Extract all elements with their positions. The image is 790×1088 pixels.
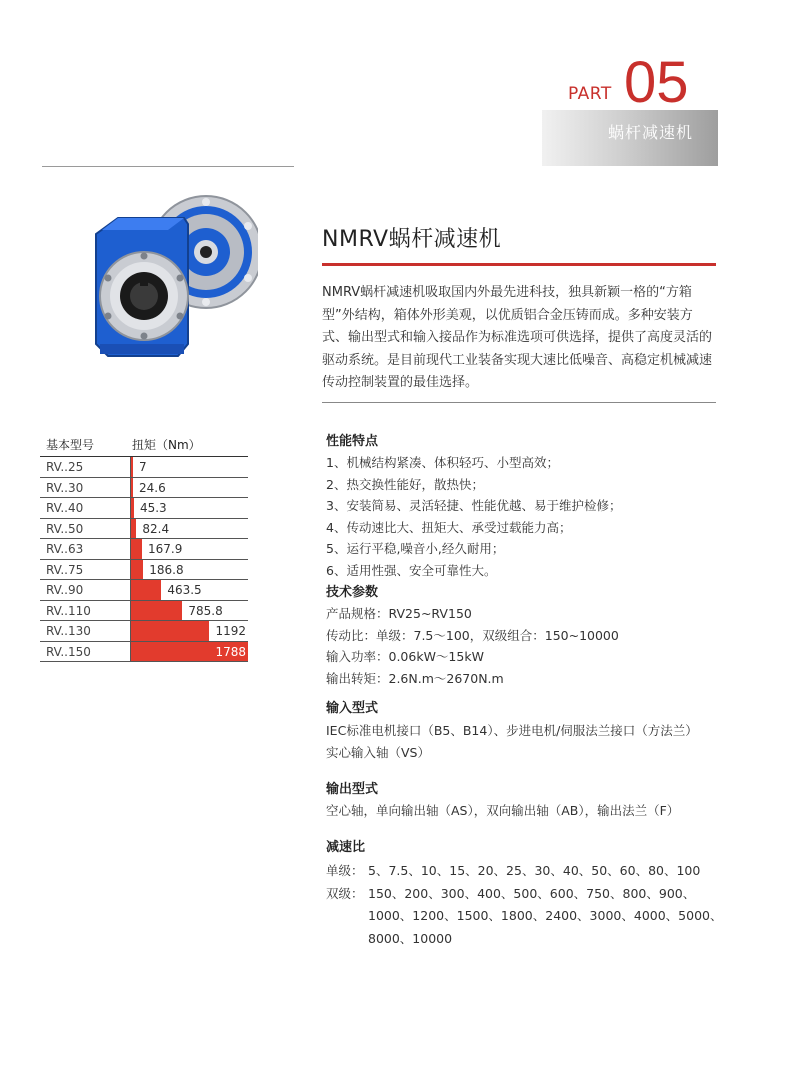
torque-row-model: RV..90 [46,583,84,597]
torque-table-header [40,434,248,457]
tech-param-item: 输入功率：0.06kW～15kW [326,649,484,664]
torque-row [40,621,248,642]
ratio-single-label: 单级： [326,863,364,878]
ratio-single [326,860,726,883]
torque-bar [131,519,136,539]
part-number: 05 [624,50,689,115]
torque-row-value: 45.3 [139,501,167,515]
header-torque: 扭矩（Nm） [132,438,201,452]
feature-item: 5、运行平稳,噪音小,经久耐用； [326,541,505,556]
torque-row-model: RV..30 [46,480,84,495]
feature-item: 1、机械结构紧凑、体积轻巧、小型高效； [326,455,559,470]
torque-bar [131,560,143,580]
torque-row [40,457,248,478]
ratio-single-values: 5、7.5、10、15、20、25、30、40、50、60、80、100 [368,863,701,878]
product-image [88,194,258,366]
output-type-item: 空心轴，单向输出轴（AS），双向输出轴（AB），输出法兰（F） [326,803,680,818]
torque-row-value: 186.8 [149,562,184,577]
page-title: NMRV蜗杆减速机 [322,227,502,252]
header-model: 基本型号 [46,438,95,452]
torque-bar [131,539,142,559]
torque-bar [131,621,209,641]
part-header [542,48,718,168]
torque-bar [131,498,134,518]
torque-row-value: 82.4 [142,521,170,536]
torque-row [40,601,248,622]
torque-bar [131,478,133,498]
features-heading: 性能特点 [326,434,379,449]
section-divider [322,402,716,403]
title-underline [322,263,716,266]
output-type-heading: 输出型式 [326,782,379,797]
torque-row [40,539,248,560]
torque-row-value: 24.6 [139,480,166,495]
torque-row-model: RV..130 [46,624,91,638]
torque-row [40,560,248,581]
tech-params-list [326,603,619,689]
tech-param-item: 传动比：单级：7.5～100，双级组合：150~10000 [326,627,619,643]
torque-row-model: RV..40 [46,501,84,515]
feature-item: 2、热交换性能好，散热快； [326,476,484,492]
torque-bar [131,601,182,621]
torque-bar [131,457,133,477]
input-type-heading: 输入型式 [326,701,379,716]
input-type-item: 实心输入轴（VS） [326,744,430,760]
worm-gear-reducer-icon [88,194,258,366]
torque-row [40,498,248,519]
torque-row-model: RV..110 [46,603,91,618]
torque-row-value: 7 [139,460,147,474]
torque-bar [131,580,161,600]
feature-item: 4、传动速比大、扭矩大、承受过载能力高； [326,519,572,535]
tech-params-heading: 技术参数 [326,585,379,600]
torque-row-value: 1788 [215,644,246,659]
intro-paragraph: NMRV蜗杆减速机吸取国内外最先进科技，独具新颖一格的“方箱型”外结构，箱体外形美观，以优质铝合金压铸而成。多种安装方式、输出型式和输入接品作为标准选项可供选择，提供了高度灵活的驱动系统。是目前现代工业装备实现大速比低噪音、高稳定机械减速传动控制装置的最佳选择。 [322,285,713,390]
ratio-double [326,883,726,951]
ratio-heading: 减速比 [326,840,366,855]
ratio-block [326,860,726,950]
part-title: 蜗杆减速机 [608,123,694,142]
input-type-list [326,720,698,763]
torque-row-value: 1192 [215,624,246,638]
output-type-list [326,800,679,822]
ratio-double-values: 150、200、300、400、500、600、750、800、900、1000、1200、1500、1800、2400、3000、4000、5000、8000、10000 [368,885,723,946]
torque-row [40,519,248,540]
part-label: PART [568,84,612,104]
torque-row-model: RV..25 [46,460,84,474]
features-list [326,452,621,581]
torque-row-value: 785.8 [188,603,223,618]
torque-row-model: RV..75 [46,562,84,577]
torque-row [40,478,248,499]
torque-row-value: 167.9 [147,542,183,556]
torque-row [40,580,248,601]
input-type-item: IEC标准电机接口（B5、B14）、步进电机/伺服法兰接口（方法兰） [326,723,698,738]
torque-rows [40,457,248,662]
torque-row [40,642,248,663]
top-divider [42,166,294,167]
feature-item: 6、适用性强、安全可靠性大。 [326,562,497,578]
torque-table [40,434,248,662]
torque-row-model: RV..150 [46,644,91,659]
torque-row-value: 463.5 [167,583,202,597]
tech-param-item: 输出转矩：2.6N.m～2670N.m [326,670,504,686]
torque-row-model: RV..63 [46,542,84,556]
tech-param-item: 产品规格：RV25~RV150 [326,606,472,621]
ratio-double-label: 双级： [326,885,364,901]
torque-row-model: RV..50 [46,521,84,536]
feature-item: 3、安装简易、灵活轻捷、性能优越、易于维护检修； [326,498,622,513]
